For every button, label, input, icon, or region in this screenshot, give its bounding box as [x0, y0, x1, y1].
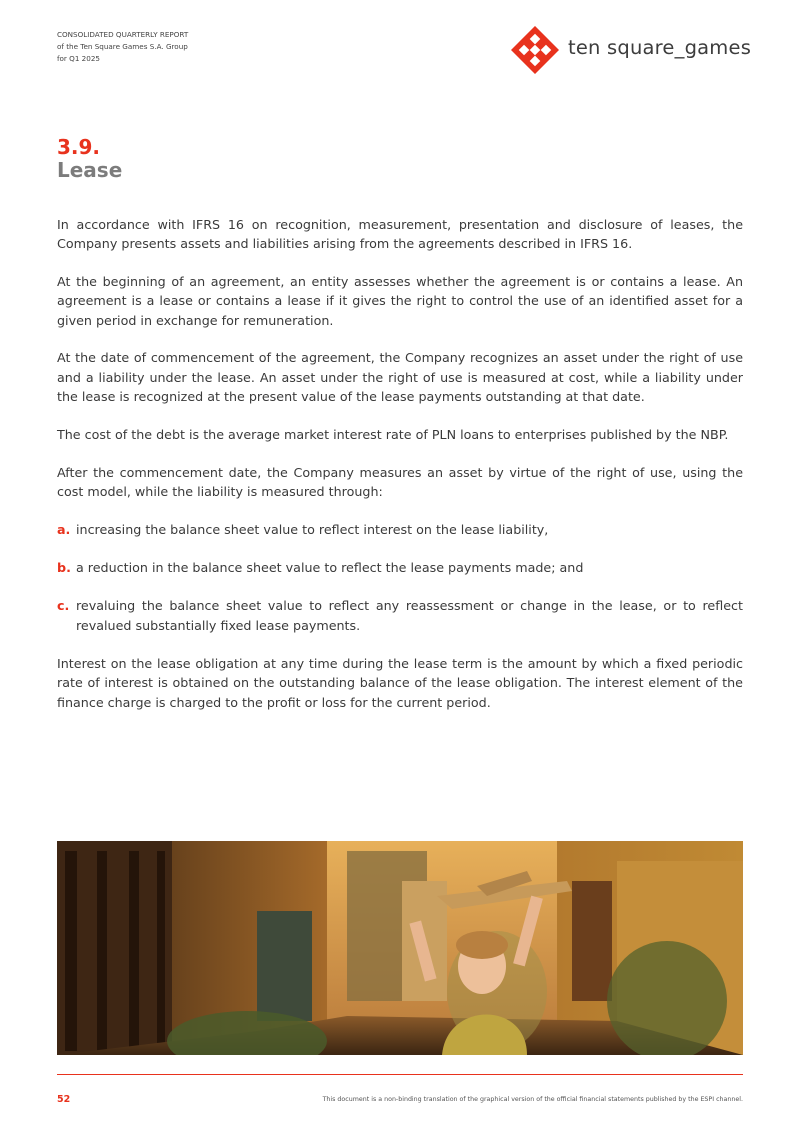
logo-wordmark: ten square_games [568, 36, 752, 59]
report-header [57, 29, 188, 65]
list-text: revaluing the balance sheet value to reflect any reassessment or change in the lease, or to reflect revalued substantially fixed lease payments. [76, 598, 743, 633]
report-header-line-3: for Q1 2025 [57, 54, 100, 63]
list-marker: c. [57, 598, 70, 614]
list-item [57, 520, 743, 539]
paragraph: The cost of the debt is the average market interest rate of PLN loans to enterprises published by the NBP. [57, 426, 729, 442]
decorative-photo [57, 841, 743, 1055]
list-marker: b. [57, 560, 71, 576]
page-number: 52 [57, 1094, 71, 1105]
report-header-line-1: CONSOLIDATED QUARTERLY REPORT [57, 30, 189, 39]
section-number: 3.9. [57, 135, 101, 159]
list-text: a reduction in the balance sheet value to reflect the lease payments made; and [76, 560, 584, 576]
closing-paragraph: Interest on the lease obligation at any time during the lease term is the amount by which a fixed periodic rate of interest is obtained on the outstanding balance of the lease obligation. The interest element of the finance charge is charged to the profit or loss for the current period. [57, 655, 743, 710]
report-header-line-2: of the Ten Square Games S.A. Group [57, 42, 188, 51]
paragraph: After the commencement date, the Company measures an asset by virtue of the right of use, using the cost model, while the liability is measured through: [57, 464, 743, 499]
paragraph: In accordance with IFRS 16 on recognition, measurement, presentation and disclosure of leases, the Company presents assets and liabilities arising from the agreements described in IFRS 16. [57, 217, 743, 252]
company-logo [511, 26, 752, 74]
paragraph: At the date of commencement of the agreement, the Company recognizes an asset under the right of use and a liability under the lease. An asset under the right of use is measured at cost, while a liability under the lease is recognized at the present value of the lease payments outstanding at that date. [57, 350, 743, 405]
list-marker: a. [57, 521, 71, 537]
paragraph: At the beginning of an agreement, an entity assesses whether the agreement is or contains a lease. An agreement is a lease or contains a lease if it gives the right to control the use of an identified asset for a given period in exchange for remuneration. [57, 274, 743, 328]
footer-divider [57, 1074, 743, 1075]
list-item [57, 596, 743, 635]
list-text: increasing the balance sheet value to reflect interest on the lease liability, [76, 521, 549, 537]
body-content [57, 215, 743, 730]
list-item [57, 558, 743, 577]
diamond-checker-logo-icon [511, 26, 559, 74]
section-title: Lease [57, 158, 123, 182]
footer-disclaimer: This document is a non-binding translation of the graphical version of the official financial statements published by the ESPI channel. [322, 1096, 743, 1103]
